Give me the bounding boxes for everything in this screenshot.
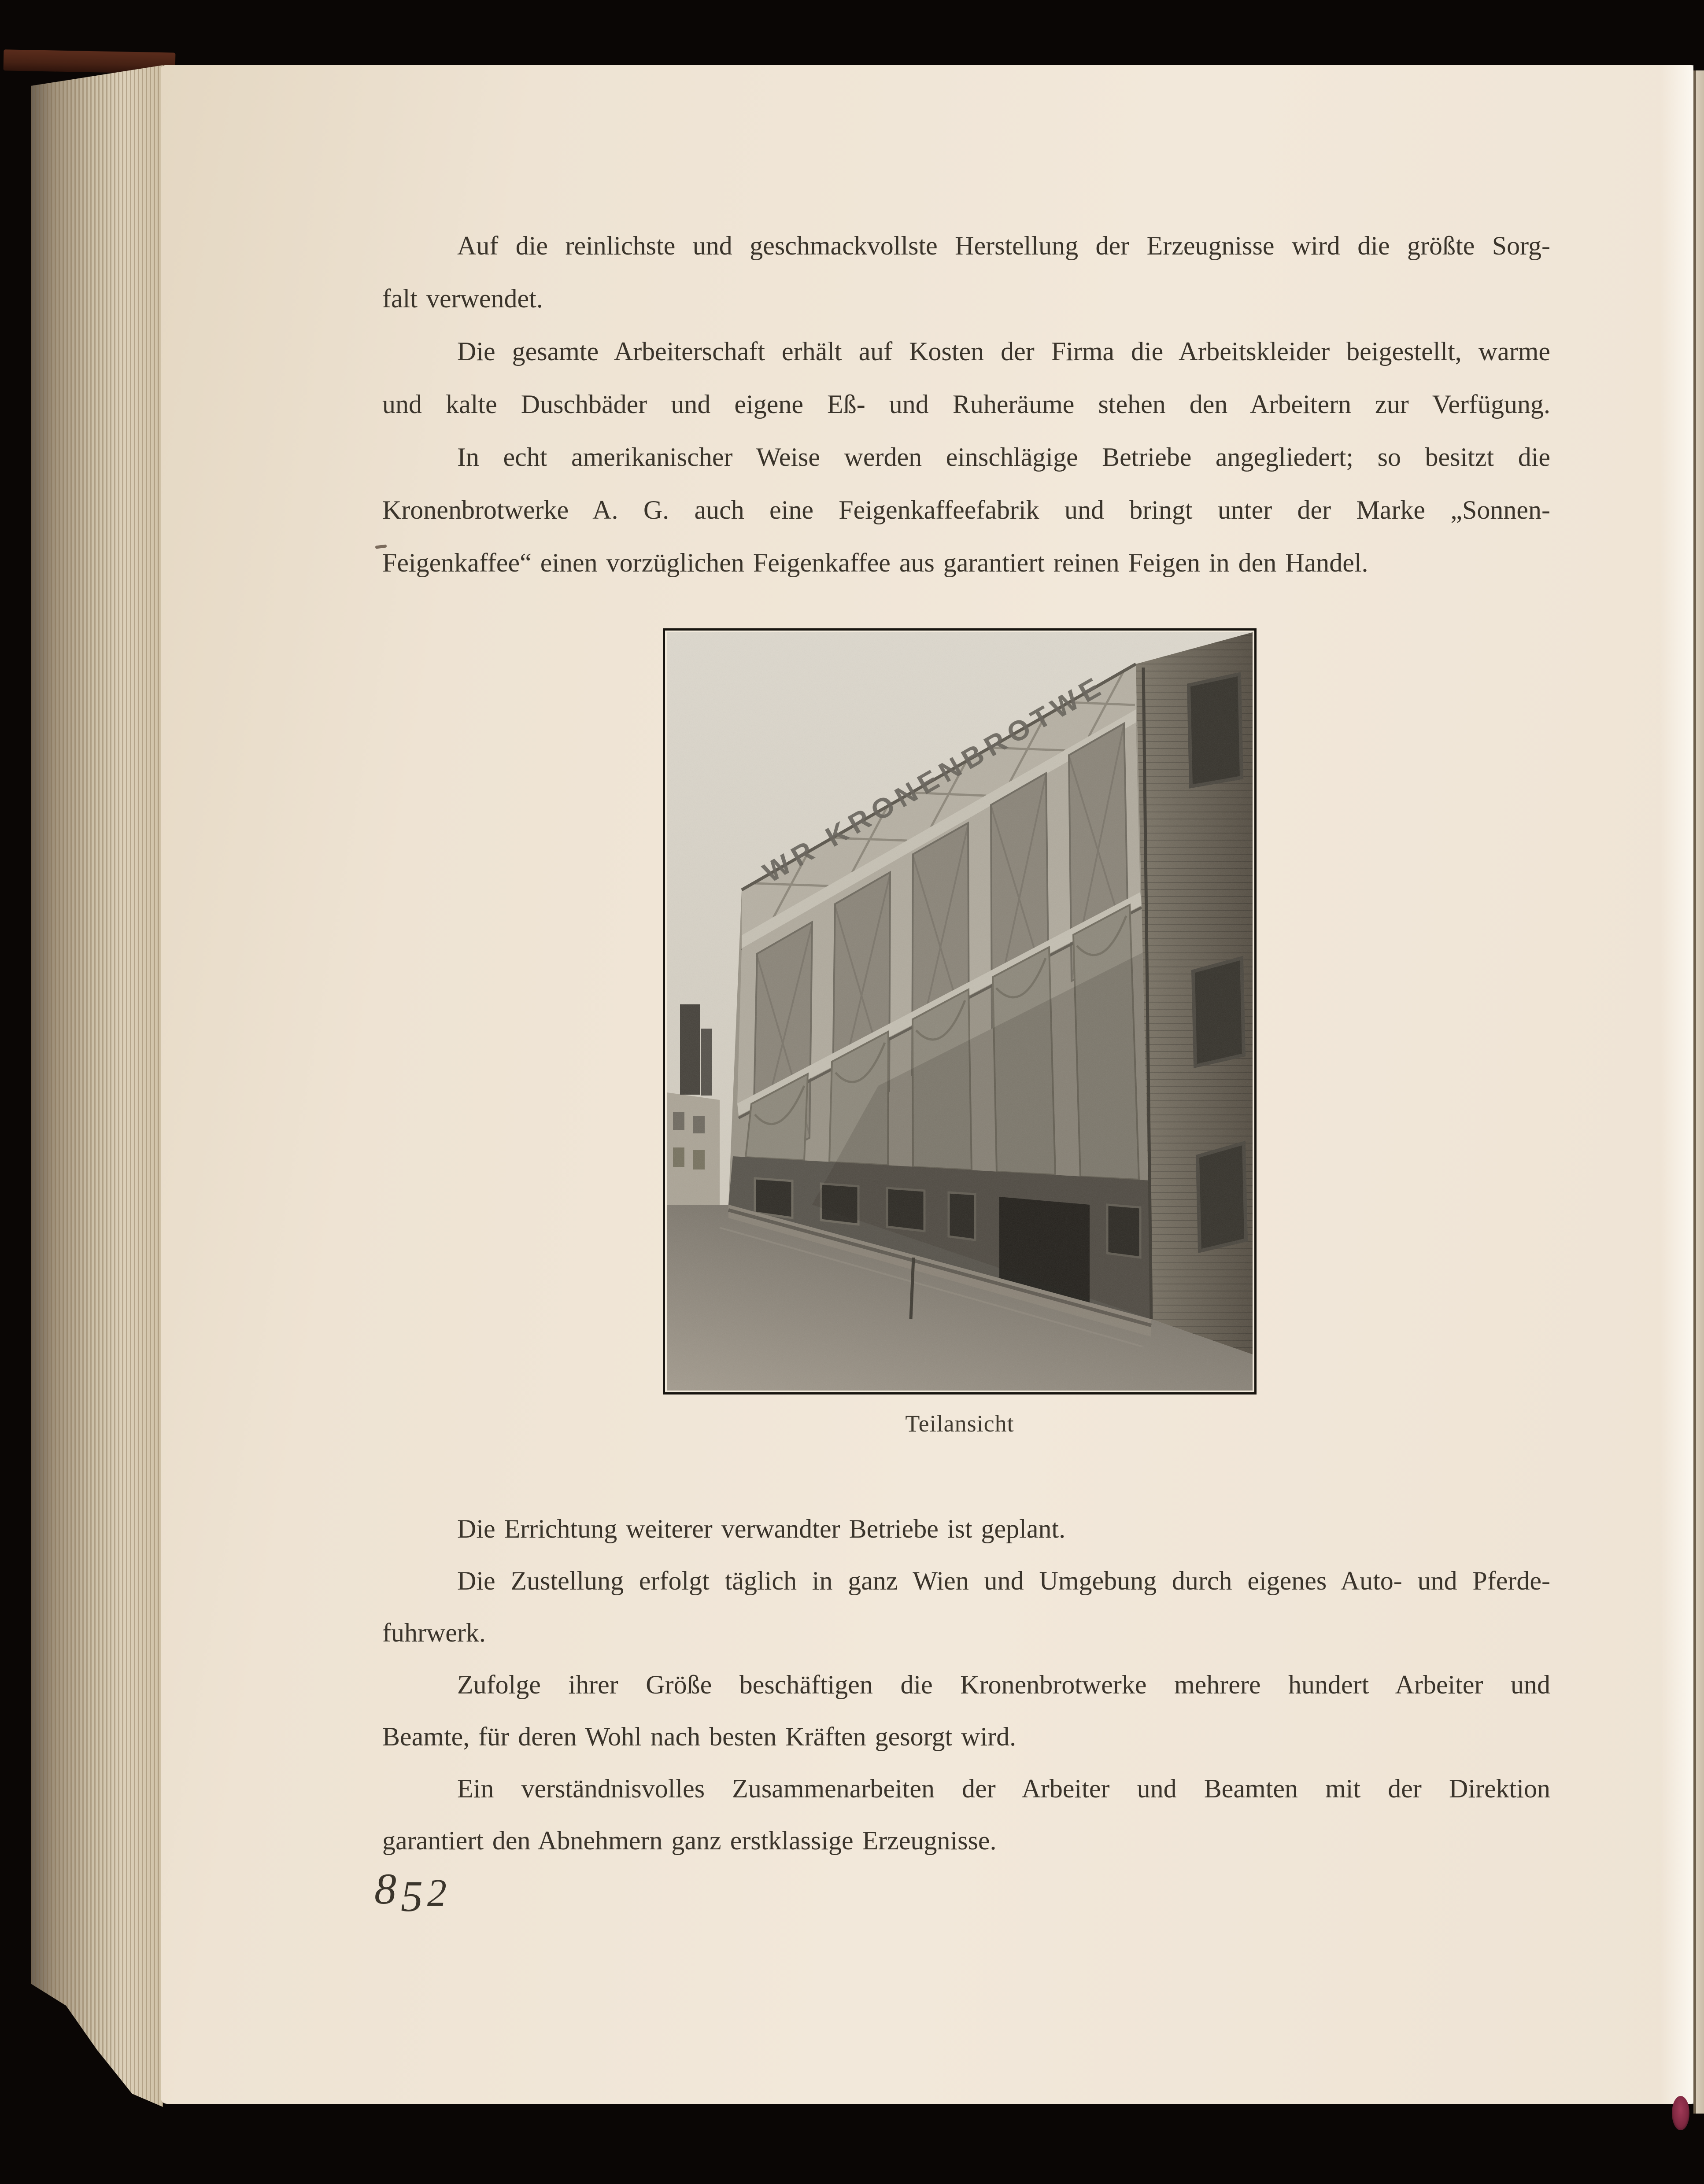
- page-edge-highlight: [1660, 65, 1693, 2104]
- text-line: Kronenbrotwerke A. G. auch eine Feigenkaffeefabrik und bringt unter der Marke „Sonnen-: [382, 495, 1550, 524]
- building-photo: [667, 632, 1253, 1391]
- book-page: [161, 65, 1693, 2104]
- text-line: Die Zustellung erfolgt täglich in ganz Wien und Umgebung durch eigenes Auto- und Pferde-: [457, 1566, 1550, 1595]
- text-line: Beamte, für deren Wohl nach besten Kräften gesorgt wird.: [382, 1722, 1016, 1751]
- page-stack-fore-edge: [31, 62, 163, 2158]
- page-number: 852: [374, 1864, 451, 1921]
- text-line: Auf die reinlichste und geschmackvollste Herstellung der Erzeugnisse wird die größte Sorg-: [457, 231, 1550, 260]
- text-line: Zufolge ihrer Größe beschäftigen die Kronenbrotwerke mehrere hundert Arbeiter und: [457, 1670, 1550, 1699]
- page-curl-edge: [1693, 70, 1704, 2114]
- text-line: Die Errichtung weiterer verwandter Betriebe ist geplant.: [457, 1514, 1066, 1543]
- photo-caption: Teilansicht: [905, 1410, 1014, 1437]
- text-line: Feigenkaffee“ einen vorzüglichen Feigenkaffee aus garantiert reinen Feigen in den Handel.: [382, 548, 1368, 577]
- text-line: In echt amerikanischer Weise werden einschlägige Betriebe angegliedert; so besitzt die: [457, 443, 1550, 472]
- text-line: garantiert den Abnehmern ganz erstklassige Erzeugnisse.: [382, 1826, 997, 1855]
- text-line: fuhrwerk.: [382, 1618, 486, 1647]
- photo-grain: [667, 632, 1253, 1391]
- text-line: Die gesamte Arbeiterschaft erhält auf Kosten der Firma die Arbeitskleider beigestellt, warme: [457, 337, 1550, 366]
- text-line: und kalte Duschbäder und eigene Eß- und Ruheräume stehen den Arbeitern zur Verfügung.: [382, 390, 1550, 419]
- red-bookmark-mark: [1672, 2096, 1689, 2130]
- text-line: Ein verständnisvolles Zusammenarbeiten der Arbeiter und Beamten mit der Direktion: [457, 1774, 1550, 1803]
- text-line: falt verwendet.: [382, 284, 543, 313]
- photo-figure: [663, 628, 1257, 1395]
